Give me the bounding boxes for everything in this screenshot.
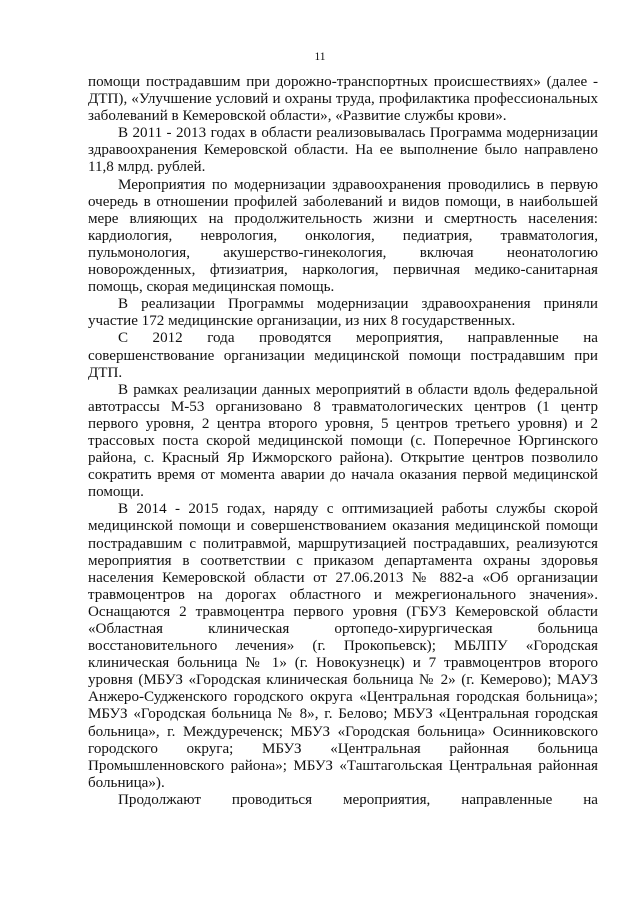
- document-body: [88, 74, 598, 809]
- paragraph-trauma-centers: В рамках реализации данных мероприятий в области вдоль федеральной автотрассы М-53 организовано 8 травматологических центров (1 центр первого уровня, 2 центра второго уровня, 5 центров третьего уровня) и 2 трассовых поста скорой медицинской помощи (с. Поперечное Юргинского района, с. Красный Яр Ижморского района). Открытие центров позволило сократить время от момента аварии до начала оказания первой медицинской помощи.: [88, 381, 598, 501]
- paragraph-continuation: помощи пострадавшим при дорожно-транспортных происшествиях» (далее - ДТП), «Улучшение условий и охраны труда, профилактика профессиональных заболеваний в Кемеровской области», «Развитие службы крови».: [88, 74, 598, 125]
- paragraph-road-accidents: С 2012 года проводятся мероприятия, направленные на совершенствование организации медицинской помощи пострадавшим при ДТП.: [88, 330, 598, 381]
- page-number: 11: [314, 51, 326, 63]
- paragraph-2014-2015: В 2014 - 2015 годах, наряду с оптимизацией работы службы скорой медицинской помощи и совершенствованием оказания медицинской помощи пострадавшим с политравмой, маршрутизацией пострадавших, реализуются мероприятия в соответствии с приказом департамента охраны здоровья населения Кемеровской области от 27.06.2013 № 882-а «Об организации травмоцентров на дорогах областного и межрегионального значения». Оснащаются 2 травмоцентра первого уровня (ГБУЗ Кемеровской области «Областная клиническая ортопедо-хирургическая больница восстановительного лечения» (г. Прокопьевск); МБЛПУ «Городская клиническая больница № 1» (г. Новокузнецк) и 7 травмоцентров второго уровня (МБУЗ «Городская клиническая больница № 2» (г. Кемерово); МАУЗ Анжеро-Судженского городского округа «Центральная городская больница»; МБУЗ «Городская больница № 8», г. Белово; МБУЗ «Центральная городская больница», г. Междуреченск; МБУЗ «Городская больница» Осинниковского городского округа; МБУЗ «Центральная районная больница Промышленновского района»; МБУЗ «Таштагольская Центральная районная больница»).: [88, 501, 598, 791]
- paragraph-participants: В реализации Программы модернизации здравоохранения приняли участие 172 медицинские организации, из них 8 государственных.: [88, 296, 598, 330]
- paragraph-modernization-measures: Мероприятия по модернизации здравоохранения проводились в первую очередь в отношении профилей заболеваний и видов помощи, в наибольшей мере влияющих на продолжительность жизни и смертность населения: кардиология, неврология, онкология, педиатрия, травматология, пульмонология, акушерство-гинекология, включая неонатологию новорожденных, фтизиатрия, наркология, первичная медико-санитарная помощь, скорая медицинская помощь.: [88, 176, 598, 296]
- paragraph-final: Продолжают проводиться мероприятия, направленные на: [118, 791, 598, 808]
- paragraph-modernization-program: В 2011 - 2013 годах в области реализовывалась Программа модернизации здравоохранения Кемеровской области. На ее выполнение было направлено 11,8 млрд. рублей.: [88, 125, 598, 176]
